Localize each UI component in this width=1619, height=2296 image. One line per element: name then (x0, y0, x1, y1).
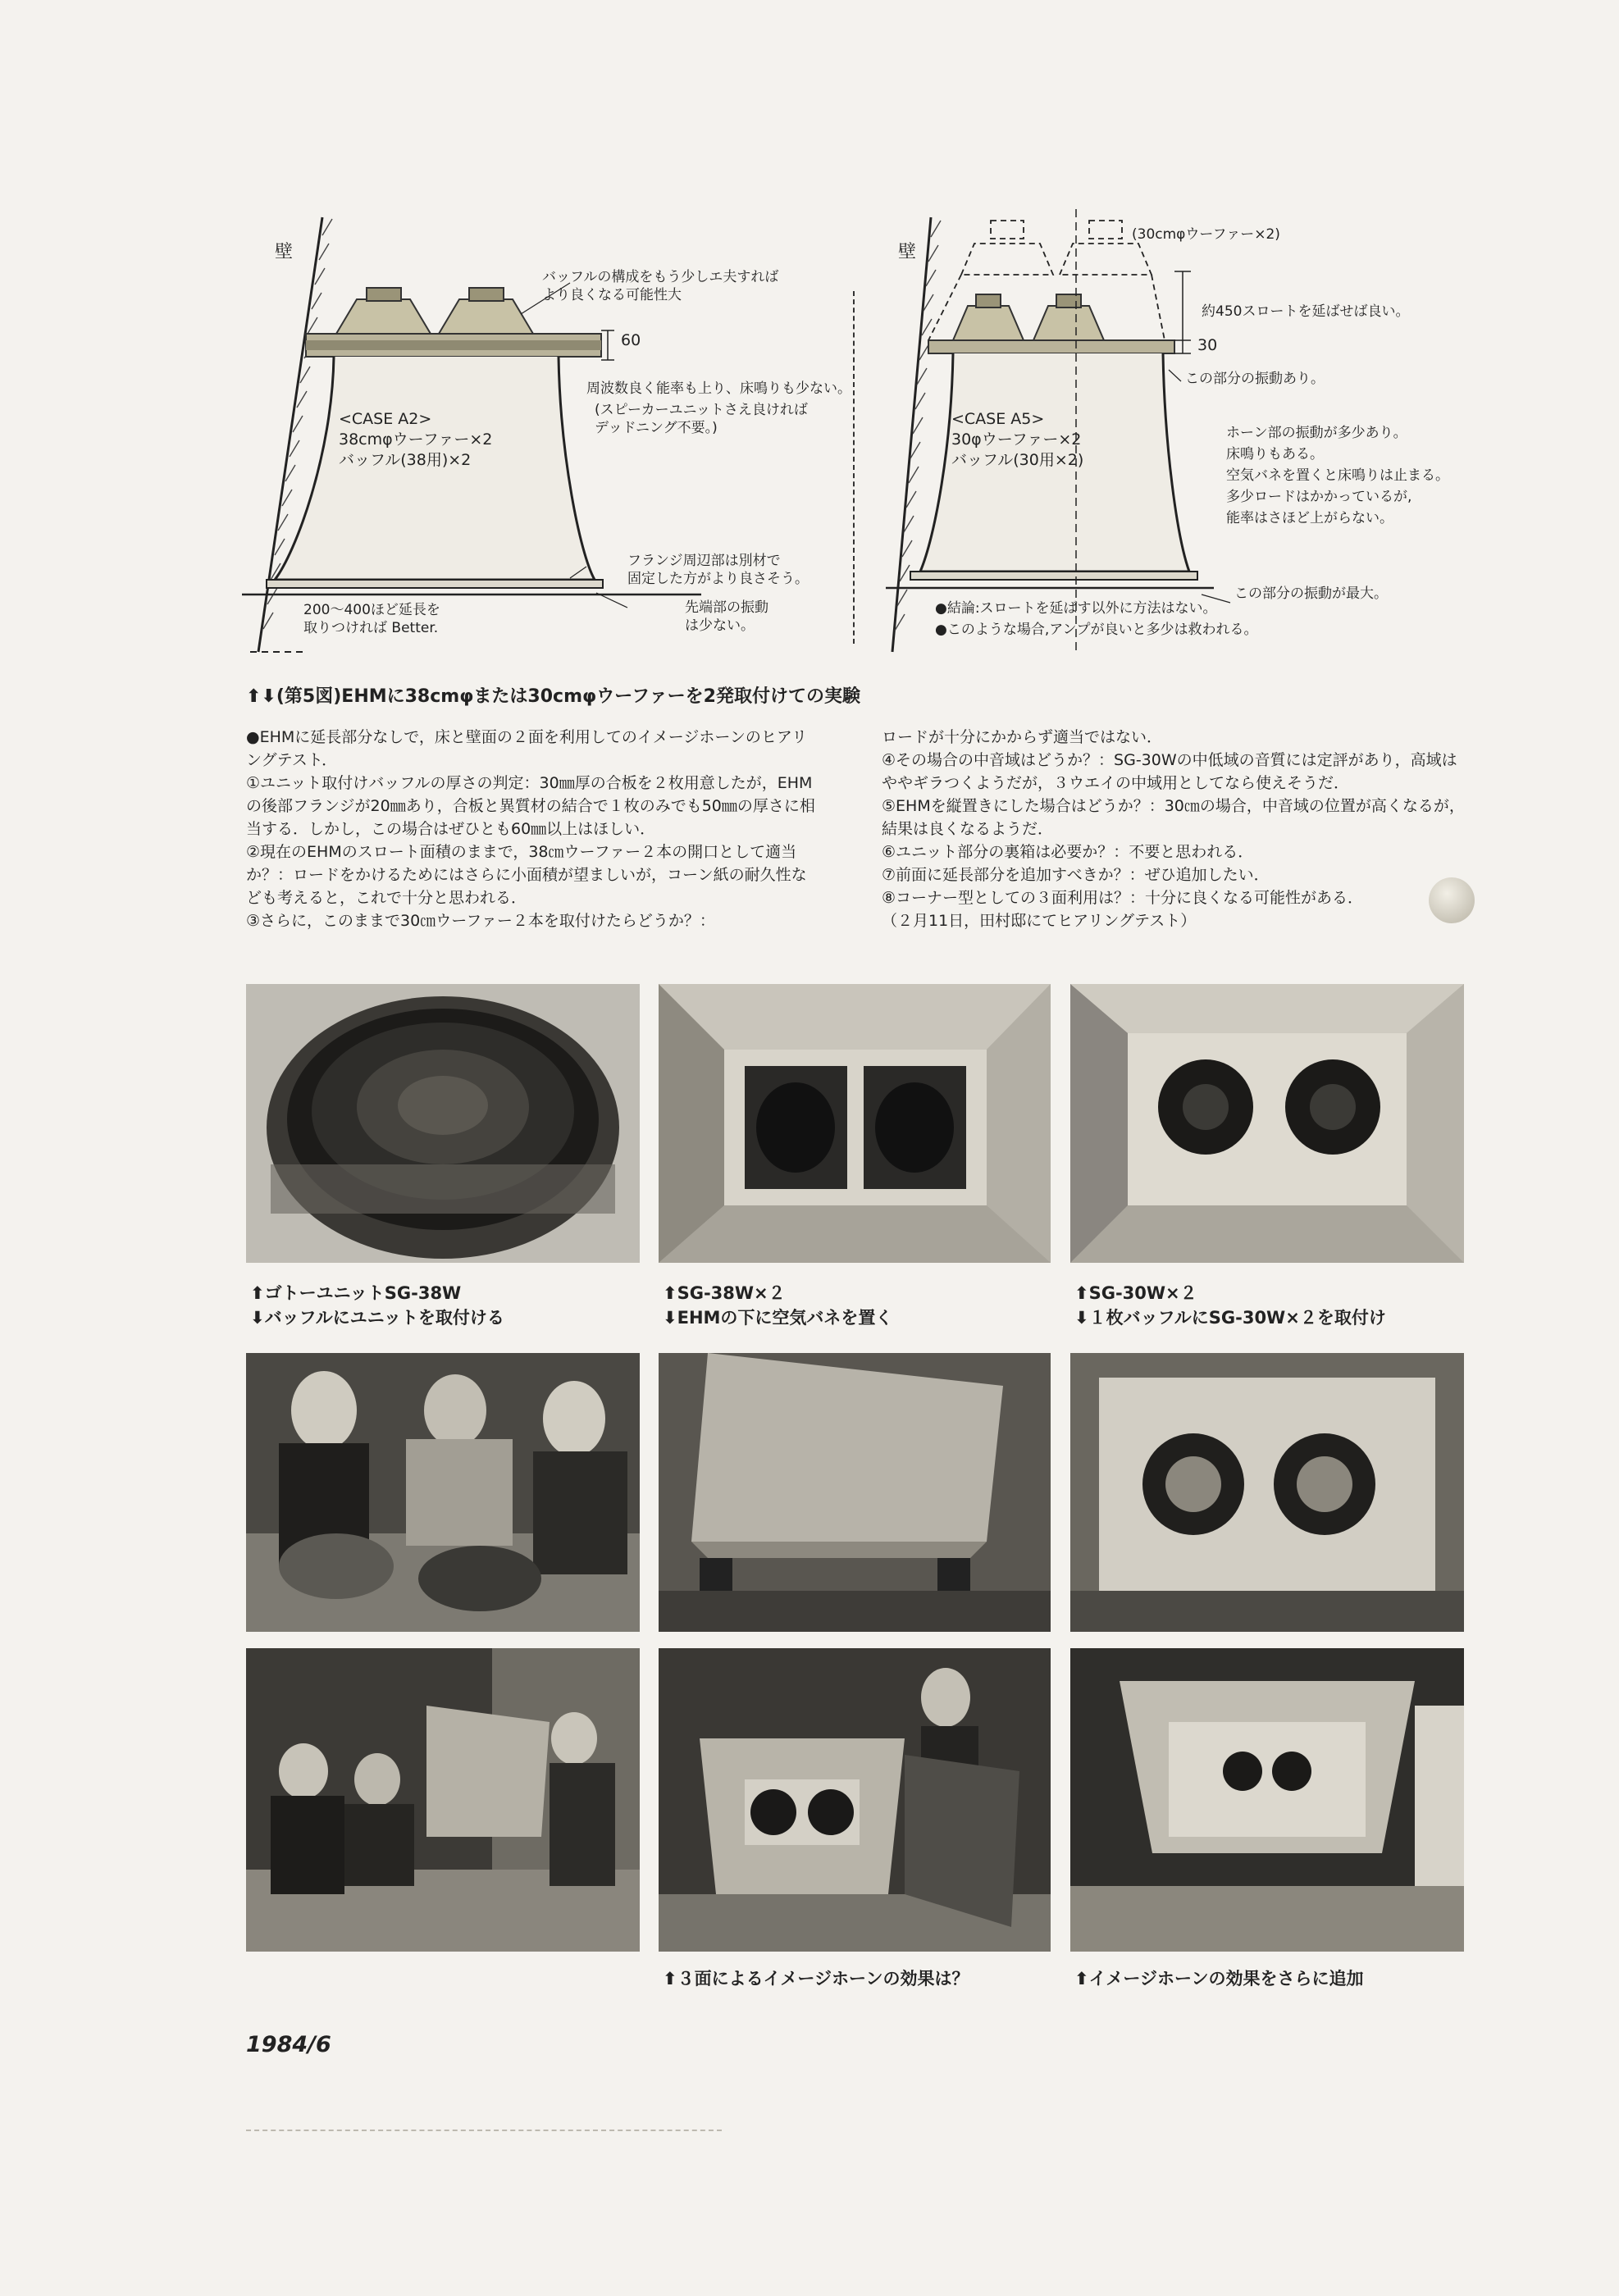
dim-30: 30 (1197, 336, 1218, 354)
case-a5-label: <CASE A5> 30φウーファー×2 バッフル(30用×2) (951, 410, 1084, 469)
body-right-column (882, 726, 1472, 932)
paragraph: ⑦前面に延長部分を追加すべきか？：ぜひ追加したい． (882, 866, 1270, 884)
page-mark (1429, 877, 1475, 923)
note-horn: ホーン部の振動が多少あり。 床鳴りもある。 空気バネを置くと床鳴りは止まる。 多少ロードはかかっているが, 能率はさほど上がらない。 (1226, 425, 1449, 526)
photo-sg30w-baffle (1070, 1353, 1464, 1632)
paragraph: ロードが十分にかからず適当ではない． (882, 728, 1163, 746)
caption-row1-2: ⬆SG-38W×２ ⬇EHMの下に空気バネを置く (663, 1283, 893, 1328)
note-flange: フランジ周辺部は別材で 固定した方がより良さそう。 (627, 553, 809, 587)
note-throat: 約450スロートを延ばせば良い。 (1202, 303, 1410, 320)
note-vibration-2: この部分の振動が最大。 (1234, 585, 1388, 602)
paragraph: ①ユニット取付けバッフルの厚さの判定：30㎜厚の合板を２枚用意したが，EHMの後部フランジが20㎜あり，合板と異質材の結合で１枚のみでも50㎜の厚さに相当する．しかし，この場合はぜひとも60㎜以上はほしい． (246, 774, 815, 838)
wall-label: 壁 (898, 242, 917, 262)
paragraph: ⑤EHMを縦置きにした場合はどうか？：30㎝の場合，中音域の位置が高くなるが，結果は良くなるようだ． (882, 797, 1465, 838)
photo-three-surface-horn (659, 1648, 1051, 1952)
paragraph: ④その場合の中音域はどうか？：SG-30Wの中低域の音質には定評があり，高域はややギラつくようだが，３ウエイの中域用としてなら使えそうだ． (882, 751, 1457, 792)
note-tip-vibration: 先端部の振動 は少ない。 (685, 599, 768, 634)
caption-row3-3: ⬆イメージホーンの効果をさらに追加 (1074, 1969, 1364, 1988)
caption-row3-2: ⬆３面によるイメージホーンの効果は？ (663, 1969, 969, 1988)
dim-60: 60 (621, 331, 641, 349)
figure-divider (853, 291, 855, 644)
caption-row1-1: ⬆ゴトーユニットSG-38W ⬇バッフルにユニットを取付ける (250, 1283, 504, 1328)
page-footer-date: 1984/6 (246, 2032, 331, 2057)
photo-air-spring (659, 1353, 1051, 1632)
note-extension: 200〜400ほど延長を 取りつければ Better. (303, 602, 440, 636)
wall-label: 壁 (275, 242, 294, 262)
figure-left (242, 209, 917, 668)
note-30cm-woofer: (30cmφウーファー×2) (1132, 226, 1280, 243)
figure-caption: ⬆⬇(第5図)EHMに38cmφまたは30cmφウーファーを2発取付けての実験 (246, 686, 860, 707)
note-unit: (スピーカーユニットさえ良ければ デッドニング不要。) (595, 402, 808, 436)
photo-group-assembly (246, 1648, 640, 1952)
photo-sg38w-pair (659, 984, 1051, 1263)
photo-sg30w-pair (1070, 984, 1464, 1263)
photo-sg38w-unit (246, 984, 640, 1263)
note-efficiency: 周波数良く能率も上り、床鳴りも少ない。 (586, 380, 851, 397)
photo-image-horn-extended (1070, 1648, 1464, 1952)
note-baffle: バッフルの構成をもう少しエ夫すれば より良くなる可能性大 (542, 269, 779, 303)
paragraph: ●EHMに延長部分なしで，床と壁面の２面を利用してのイメージホーンのヒアリングテスト． (246, 728, 808, 769)
figure-right (886, 209, 1476, 668)
paragraph: ⑥ユニット部分の裏箱は必要か？：不要と思われる． (882, 843, 1254, 861)
paragraph: ⑧コーナー型としての３面利用は？：十分に良くなる可能性がある． (882, 889, 1364, 907)
body-left-column (246, 726, 820, 932)
conclusion: ●結論:スロートを延ばす以外に方法はない。 ●このような場合,アンプが良いと多少は救われる。 (935, 600, 1258, 638)
note-vibration-1: この部分の振動あり。 (1185, 371, 1325, 387)
paragraph: ②現在のEHMのスロート面積のままで，38㎝ウーファー２本の開口として適当か？：ロードをかけるためにはさらに小面積が望ましいが，コーン紙の耐久性なども考えると，これで十分と思われる． (246, 843, 807, 907)
paragraph: ③さらに，このままで30㎝ウーファー２本を取付けたらどうか？： (246, 912, 715, 930)
paragraph: （２月11日，田村邸にてヒアリングテスト） (882, 912, 1197, 930)
caption-row1-3: ⬆SG-30W×２ ⬇１枚バッフルにSG-30W×２を取付け (1074, 1283, 1386, 1328)
photo-mounting-units (246, 1353, 640, 1632)
case-a2-label: <CASE A2> 38cmφウーファー×2 バッフル(38用)×2 (339, 410, 493, 469)
bottom-rule (246, 2130, 722, 2131)
